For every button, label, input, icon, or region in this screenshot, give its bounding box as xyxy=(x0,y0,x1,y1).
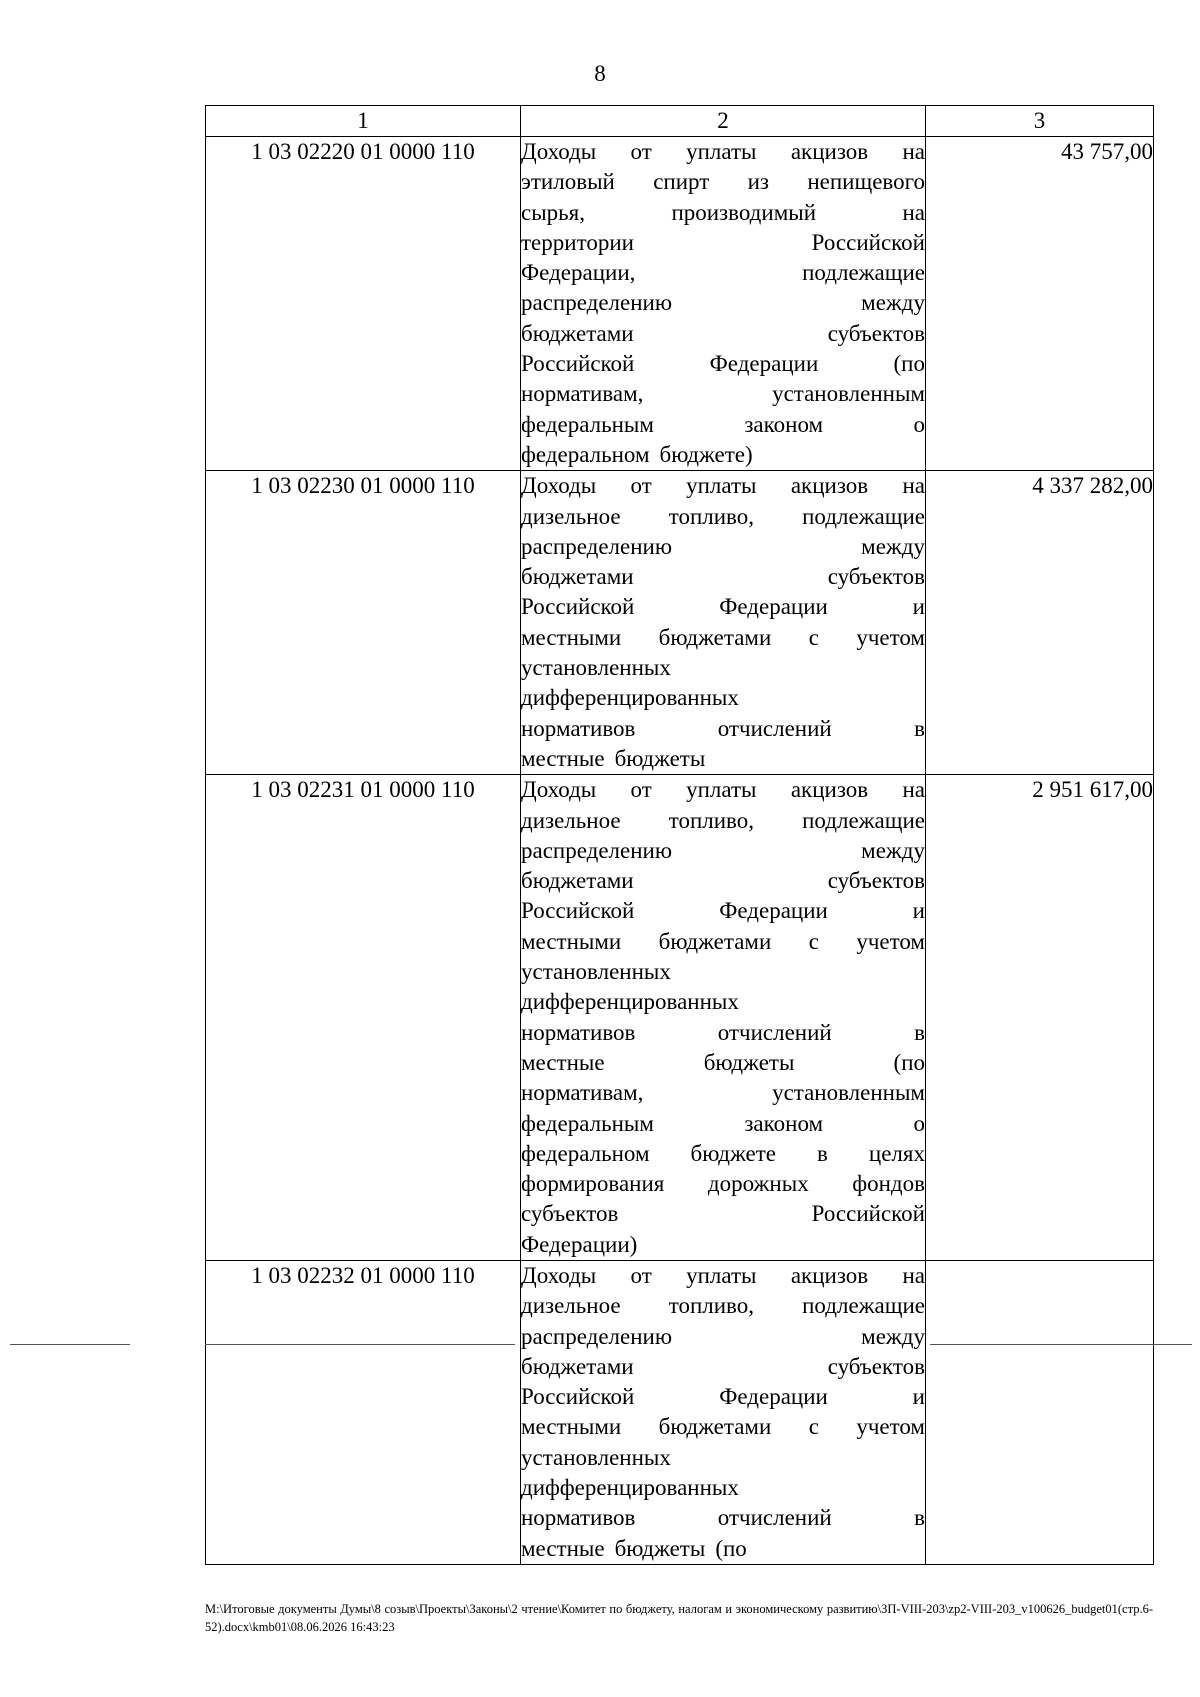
table-row xyxy=(206,1260,1154,1564)
description-word: бюджетами xyxy=(521,564,634,590)
description-word: местные xyxy=(521,745,605,771)
description-word: между xyxy=(861,533,925,559)
description-word: акцизов xyxy=(790,473,869,499)
description-word: нормативов xyxy=(521,1019,636,1045)
description-line xyxy=(521,775,925,805)
description-line xyxy=(521,1018,925,1048)
description-word: бюджеты xyxy=(614,1535,706,1561)
description-word: производимый xyxy=(671,199,817,225)
description-word: (по xyxy=(715,1535,747,1561)
description-word: в xyxy=(914,1505,925,1531)
description-word: уплаты xyxy=(686,777,757,803)
budget-code-cell: 1 03 02232 01 0000 110 xyxy=(206,1260,521,1564)
description-word: в xyxy=(914,715,925,741)
description-word: на xyxy=(902,777,925,803)
description-line xyxy=(521,1473,925,1503)
description-line xyxy=(521,683,925,713)
description-word: Российской xyxy=(811,1201,925,1227)
description-line xyxy=(521,896,925,926)
description-word: топливо, xyxy=(668,1293,754,1319)
description-word: учетом xyxy=(856,624,925,650)
description-word: бюджетами xyxy=(521,320,634,346)
description-word: от xyxy=(630,139,652,164)
description-word: бюджеты xyxy=(703,1049,795,1075)
description-word: и xyxy=(912,898,925,924)
description-word: субъектов xyxy=(827,320,925,346)
description-word: Российской xyxy=(521,351,635,377)
column-header-1: 1 xyxy=(206,106,521,137)
table-row xyxy=(206,137,1154,471)
description-word: на xyxy=(902,199,925,225)
description-cell xyxy=(521,775,926,1261)
description-word: установленных xyxy=(521,655,671,681)
description-line xyxy=(521,502,925,532)
scan-artifact-line-left xyxy=(10,1344,130,1345)
description-line xyxy=(521,592,925,622)
description-line xyxy=(521,137,925,167)
description-word: бюджетами xyxy=(658,928,772,954)
description-word: Федерации xyxy=(709,351,819,377)
page-number: 8 xyxy=(594,61,606,86)
description-word: от xyxy=(630,777,652,803)
description-word: целях xyxy=(868,1140,925,1166)
description-word: федеральным xyxy=(521,1110,654,1136)
budget-code-cell: 1 03 02230 01 0000 110 xyxy=(206,471,521,775)
description-line xyxy=(521,349,925,379)
description-word: в xyxy=(914,1019,925,1045)
description-cell xyxy=(521,137,926,471)
description-line xyxy=(521,532,925,562)
description-word: установленным xyxy=(772,381,925,407)
budget-table xyxy=(205,105,1154,1565)
description-word: от xyxy=(630,473,652,499)
description-word: субъектов xyxy=(827,564,925,590)
amount-cell: 2 951 617,00 xyxy=(926,775,1154,1261)
description-word: Российской xyxy=(521,594,635,620)
description-word: распределению xyxy=(521,1323,673,1349)
scan-artifact-line-right xyxy=(930,1344,1192,1345)
description-word: непищевого xyxy=(807,169,925,195)
description-word: этиловый xyxy=(521,169,615,195)
description-word: бюджете) xyxy=(659,441,753,467)
description-word: (по xyxy=(893,1049,925,1075)
description-word: местными xyxy=(521,928,622,954)
description-word: местные xyxy=(521,1049,605,1075)
table-header-row xyxy=(206,106,1154,137)
description-line xyxy=(521,1534,925,1564)
description-word: о xyxy=(913,411,925,437)
description-word: распределению xyxy=(521,290,673,316)
description-line xyxy=(521,228,925,258)
description-word: установленным xyxy=(772,1080,925,1106)
description-word: топливо, xyxy=(668,807,754,833)
description-word: дизельное xyxy=(521,503,621,529)
description-word: на xyxy=(902,1262,925,1288)
description-line xyxy=(521,957,925,987)
description-line xyxy=(521,167,925,197)
description-line xyxy=(521,836,925,866)
budget-table-body xyxy=(206,106,1154,1565)
description-word: Федерации xyxy=(719,898,828,924)
description-line xyxy=(521,653,925,683)
description-word: бюджетами xyxy=(658,1414,772,1440)
description-line xyxy=(521,379,925,409)
description-word: дорожных xyxy=(707,1171,809,1197)
budget-code-cell: 1 03 02231 01 0000 110 xyxy=(206,775,521,1261)
description-line xyxy=(521,1139,925,1169)
description-line xyxy=(521,806,925,836)
description-word: нормативов xyxy=(521,715,636,741)
description-line xyxy=(521,319,925,349)
description-line xyxy=(521,1199,925,1229)
description-word: бюджетами xyxy=(521,1353,634,1379)
description-line xyxy=(521,288,925,318)
description-word: между xyxy=(861,1323,925,1349)
description-word: Федерации) xyxy=(521,1231,638,1257)
description-word: и xyxy=(912,594,925,620)
description-word: из xyxy=(747,169,770,195)
description-word: отчислений xyxy=(717,1505,832,1531)
scan-artifact-line-center xyxy=(205,1344,515,1345)
description-word: дифференцированных xyxy=(521,1475,739,1501)
description-line xyxy=(521,866,925,896)
description-word: фондов xyxy=(852,1171,925,1197)
description-word: Российской xyxy=(521,898,635,924)
description-word: бюджетами xyxy=(521,868,634,894)
description-word: подлежащие xyxy=(802,503,925,529)
description-word: Доходы xyxy=(521,1262,597,1288)
description-word: федеральным xyxy=(521,411,654,437)
description-line xyxy=(521,623,925,653)
amount-cell xyxy=(926,1260,1154,1564)
description-cell xyxy=(521,1260,926,1564)
description-line xyxy=(521,927,925,957)
column-header-3: 3 xyxy=(926,106,1154,137)
description-word: федеральном xyxy=(521,1140,650,1166)
description-word: федеральном xyxy=(521,441,650,467)
description-word: Федерации xyxy=(719,1384,828,1410)
description-word: бюджеты xyxy=(614,745,706,771)
description-word: бюджете xyxy=(690,1140,777,1166)
description-line xyxy=(521,1503,925,1533)
description-word: распределению xyxy=(521,533,673,559)
description-word: местными xyxy=(521,1414,622,1440)
description-word: Российской xyxy=(811,229,925,255)
description-word: местными xyxy=(521,624,622,650)
description-word: дизельное xyxy=(521,807,621,833)
description-word: на xyxy=(902,139,925,164)
description-word: отчислений xyxy=(717,715,832,741)
description-word: учетом xyxy=(856,1414,925,1440)
description-word: формирования xyxy=(521,1171,665,1197)
description-word: Российской xyxy=(521,1384,635,1410)
description-line xyxy=(521,1291,925,1321)
description-word: между xyxy=(861,837,925,863)
description-word: субъектов xyxy=(521,1201,619,1227)
description-line xyxy=(521,1443,925,1473)
description-word: уплаты xyxy=(686,473,757,499)
table-row xyxy=(206,775,1154,1261)
description-word: спирт xyxy=(653,169,710,195)
description-word: законом xyxy=(744,411,824,437)
description-word: подлежащие xyxy=(802,1293,925,1319)
description-line xyxy=(521,410,925,440)
description-word: Доходы xyxy=(521,139,597,164)
description-word: установленных xyxy=(521,1444,671,1470)
description-word: Доходы xyxy=(521,473,597,499)
description-word: и xyxy=(912,1384,925,1410)
description-word: субъектов xyxy=(827,1353,925,1379)
description-line xyxy=(521,562,925,592)
description-line xyxy=(521,1322,925,1352)
description-line xyxy=(521,1169,925,1199)
description-cell xyxy=(521,471,926,775)
description-word: между xyxy=(861,290,925,316)
description-line xyxy=(521,471,925,501)
description-word: субъектов xyxy=(827,868,925,894)
description-word: Федерации, xyxy=(521,260,636,286)
description-word: о xyxy=(913,1110,925,1136)
description-word: топливо, xyxy=(668,503,754,529)
description-word: с xyxy=(808,1414,819,1440)
description-word: сырья, xyxy=(521,199,585,225)
description-line xyxy=(521,1230,925,1260)
description-line xyxy=(521,440,925,470)
description-line xyxy=(521,1261,925,1291)
description-word: дизельное xyxy=(521,1293,621,1319)
description-word: подлежащие xyxy=(802,807,925,833)
description-word: от xyxy=(630,1262,652,1288)
description-word: акцизов xyxy=(790,139,869,164)
description-line xyxy=(521,744,925,774)
description-word: акцизов xyxy=(790,1262,869,1288)
table-row xyxy=(206,471,1154,775)
description-word: учетом xyxy=(856,928,925,954)
description-line xyxy=(521,987,925,1017)
description-word: нормативам, xyxy=(521,1080,644,1106)
description-line xyxy=(521,1382,925,1412)
description-line xyxy=(521,1048,925,1078)
description-word: бюджетами xyxy=(658,624,772,650)
description-word: нормативам, xyxy=(521,381,644,407)
description-word: на xyxy=(902,473,925,499)
description-word: (по xyxy=(893,351,925,377)
description-word: уплаты xyxy=(686,139,757,164)
description-word: дифференцированных xyxy=(521,989,739,1015)
description-line xyxy=(521,258,925,288)
amount-cell: 4 337 282,00 xyxy=(926,471,1154,775)
description-word: установленных xyxy=(521,959,671,985)
description-line xyxy=(521,1412,925,1442)
description-word: дифференцированных xyxy=(521,685,739,711)
description-word: Федерации xyxy=(719,594,828,620)
description-line xyxy=(521,198,925,228)
column-header-2: 2 xyxy=(521,106,926,137)
document-footer-path: M:\Итоговые документы Думы\8 созыв\Проекты\Законы\2 чтение\Комитет по бюджету, налогам и экономическому развитию\ЗП-VIII-203\zp2-VIII-203_v100626_budget01(стр.6-52).docx\kmb01\08.06.2026 16:43:23 xyxy=(205,1602,1153,1634)
description-line xyxy=(521,714,925,744)
description-word: Доходы xyxy=(521,777,597,803)
description-word: распределению xyxy=(521,837,673,863)
description-line xyxy=(521,1109,925,1139)
description-word: территории xyxy=(521,229,634,255)
description-word: с xyxy=(808,928,819,954)
budget-code-cell: 1 03 02220 01 0000 110 xyxy=(206,137,521,471)
description-line xyxy=(521,1078,925,1108)
description-word: в xyxy=(817,1140,828,1166)
description-word: уплаты xyxy=(686,1262,757,1288)
description-line xyxy=(521,1352,925,1382)
description-word: с xyxy=(808,624,819,650)
amount-cell: 43 757,00 xyxy=(926,137,1154,471)
description-word: подлежащие xyxy=(802,260,925,286)
description-word: нормативов xyxy=(521,1505,636,1531)
description-word: акцизов xyxy=(790,777,869,803)
description-word: законом xyxy=(744,1110,824,1136)
description-word: отчислений xyxy=(717,1019,832,1045)
description-word: местные xyxy=(521,1535,605,1561)
